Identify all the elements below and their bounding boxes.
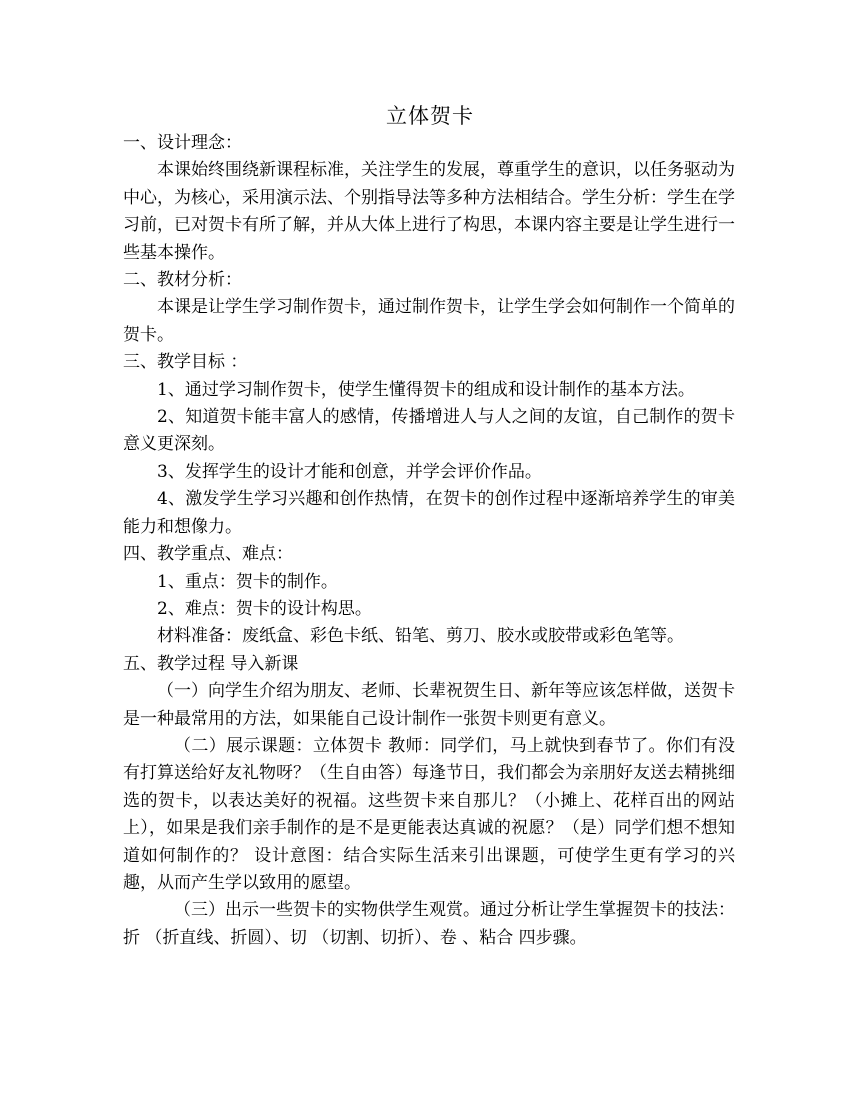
process-step-2: （二）展示课题：立体贺卡 教师：同学们，马上就快到春节了。你们有没有打算送给好友礼物呀？（生自由答）每逢节日，我们都会为亲朋好友送去精挑细选的贺卡，以表达美好的祝福。这些贺卡来自那儿？（小摊上、花样百出的网站上），如果是我们亲手制作的是不是更能表达真诚的祝愿？（是）同学们想不想知道如何制作的？ 设计意图：结合实际生活来引出课题，可使学生更有学习的兴趣，从而产生学以致用的愿望。 [123, 735, 735, 893]
section-heading-key-points: 四、教学重点、难点： [123, 544, 293, 565]
paragraph-material-analysis: 本课是让学生学习制作贺卡，通过制作贺卡，让学生学会如何制作一个简单的贺卡。 [123, 297, 735, 345]
document-title: 立体贺卡 [386, 104, 474, 128]
process-step-3: （三）出示一些贺卡的实物供学生观赏。通过分析让学生掌握贺卡的技法：折 （折直线、折圆）、切 （切割、切折）、卷 、粘合 四步骤。 [123, 900, 735, 948]
document-body [123, 130, 735, 952]
section-heading-material-analysis: 二、教材分析： [123, 270, 242, 291]
goal-item-4: 4、激发学生学习兴趣和创作热情，在贺卡的创作过程中逐渐培养学生的审美能力和想像力。 [123, 489, 735, 537]
section-heading-teaching-goals: 三、教学目标 ： [123, 352, 248, 373]
paragraph-design-concept: 本课始终围绕新课程标准，关注学生的发展，尊重学生的意识，以任务驱动为中心，为核心，采用演示法、个别指导法等多种方法相结合。学生分析：学生在学习前，已对贺卡有所了解，并从大体上进行了构思，本课内容主要是让学生进行一些基本操作。 [123, 160, 735, 263]
goal-item-3: 3、发挥学生的设计才能和创意，并学会评价作品。 [157, 461, 542, 482]
section-heading-design-concept: 一、设计理念： [123, 133, 242, 153]
difficulty-item: 2、难点：贺卡的设计构思。 [157, 598, 372, 619]
materials-paragraph: 材料准备：废纸盒、彩色卡纸、铅笔、剪刀、胶水或胶带或彩色笔等。 [157, 626, 684, 647]
goal-item-1: 1、通过学习制作贺卡，使学生懂得贺卡的组成和设计制作的基本方法。 [157, 379, 695, 400]
goal-item-2: 2、知道贺卡能丰富人的感情，传播增进人与人之间的友谊，自己制作的贺卡意义更深刻。 [123, 407, 735, 455]
key-point-item: 1、重点：贺卡的制作。 [157, 571, 338, 592]
process-step-1: （一）向学生介绍为朋友、老师、长辈祝贺生日、新年等应该怎样做，送贺卡是一种最常用的方法，如果能自己设计制作一张贺卡则更有意义。 [123, 681, 735, 729]
section-heading-teaching-process: 五、教学过程 导入新课 [123, 653, 299, 674]
